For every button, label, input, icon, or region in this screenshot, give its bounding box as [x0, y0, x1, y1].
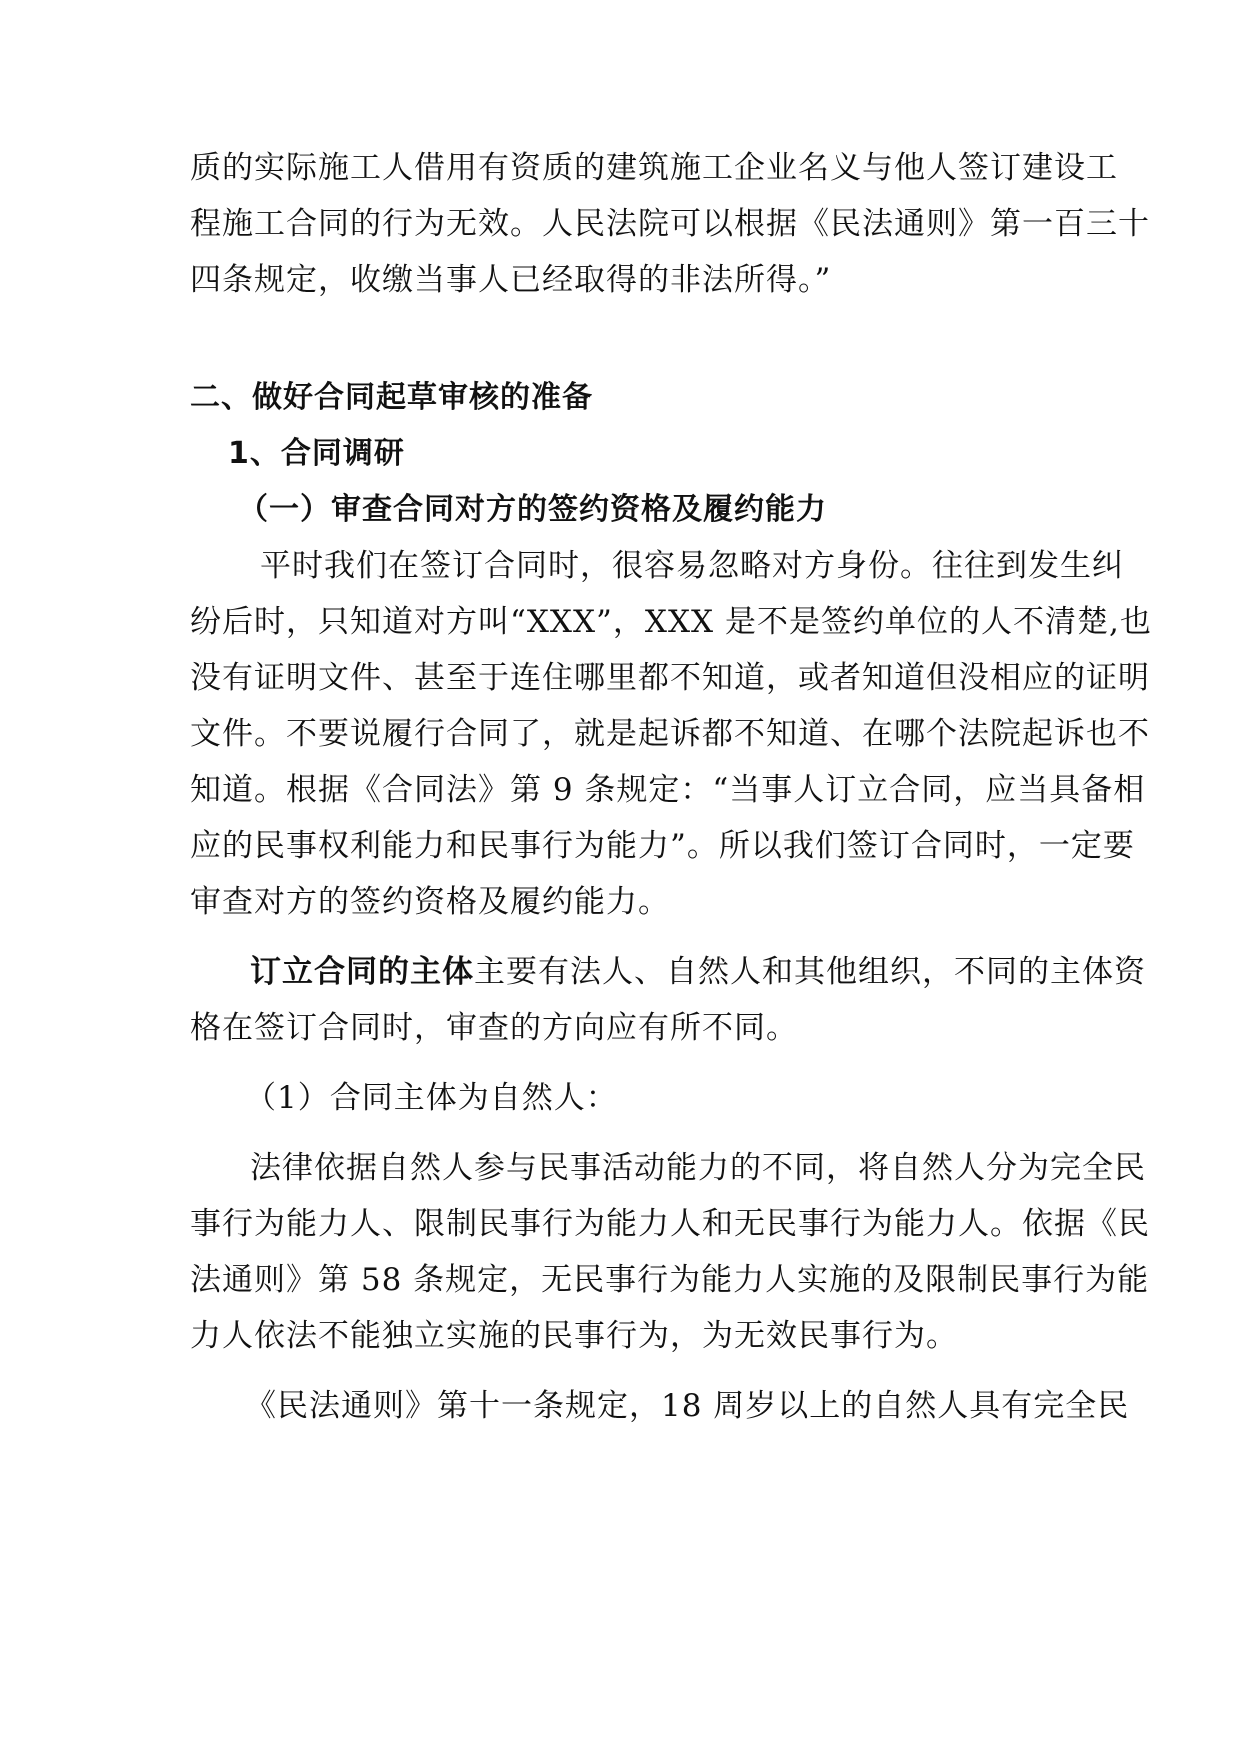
paragraph-line: 文件。不要说履行合同了，就是起诉都不知道、在哪个法院起诉也不 — [190, 716, 1150, 752]
paragraph-line: 《民法通则》第十一条规定，18 周岁以上的自然人具有完全民 — [245, 1388, 1130, 1424]
paragraph-line: 法律依据自然人参与民事活动能力的不同，将自然人分为完全民 — [250, 1150, 1146, 1186]
paragraph-line: 质的实际施工人借用有资质的建筑施工企业名义与他人签订建设工 — [190, 150, 1118, 186]
paragraph-line: 纷后时，只知道对方叫“XXX”，XXX 是不是签约单位的人不清楚,也 — [190, 604, 1152, 640]
paragraph-line: 平时我们在签订合同时，很容易忽略对方身份。往往到发生纠 — [260, 548, 1124, 584]
paragraph-line: 法通则》第 58 条规定，无民事行为能力人实施的及限制民事行为能 — [190, 1262, 1150, 1298]
paragraph-line — [250, 952, 1146, 992]
paragraph-line: 格在签订合同时，审查的方向应有所不同。 — [190, 1010, 798, 1046]
paragraph-line: 力人依法不能独立实施的民事行为，为无效民事行为。 — [190, 1318, 958, 1354]
paragraph-line: 应的民事权利能力和民事行为能力”。所以我们签订合同时，一定要 — [190, 828, 1135, 864]
paragraph-line: 事行为能力人、限制民事行为能力人和无民事行为能力人。依据《民 — [190, 1206, 1150, 1242]
subsubsection-heading: （一）审查合同对方的签约资格及履约能力 — [238, 492, 827, 527]
paragraph-line: 四条规定，收缴当事人已经取得的非法所得。” — [190, 262, 832, 298]
paragraph-text: 主要有法人、自然人和其他组织，不同的主体资 — [474, 954, 1146, 990]
paragraph-line: 没有证明文件、甚至于连住哪里都不知道，或者知道但没相应的证明 — [190, 660, 1150, 696]
bold-term: 订立合同的主体 — [250, 954, 474, 990]
section-heading: 二、做好合同起草审核的准备 — [190, 380, 593, 415]
paragraph-line: 审查对方的签约资格及履约能力。 — [190, 884, 670, 920]
paragraph-line: 程施工合同的行为无效。人民法院可以根据《民法通则》第一百三十 — [190, 206, 1150, 242]
paragraph-line: 知道。根据《合同法》第 9 条规定：“当事人订立合同，应当具备相 — [190, 772, 1146, 808]
list-item-heading: （1）合同主体为自然人： — [245, 1080, 618, 1116]
subsection-heading: 1、合同调研 — [228, 436, 405, 471]
